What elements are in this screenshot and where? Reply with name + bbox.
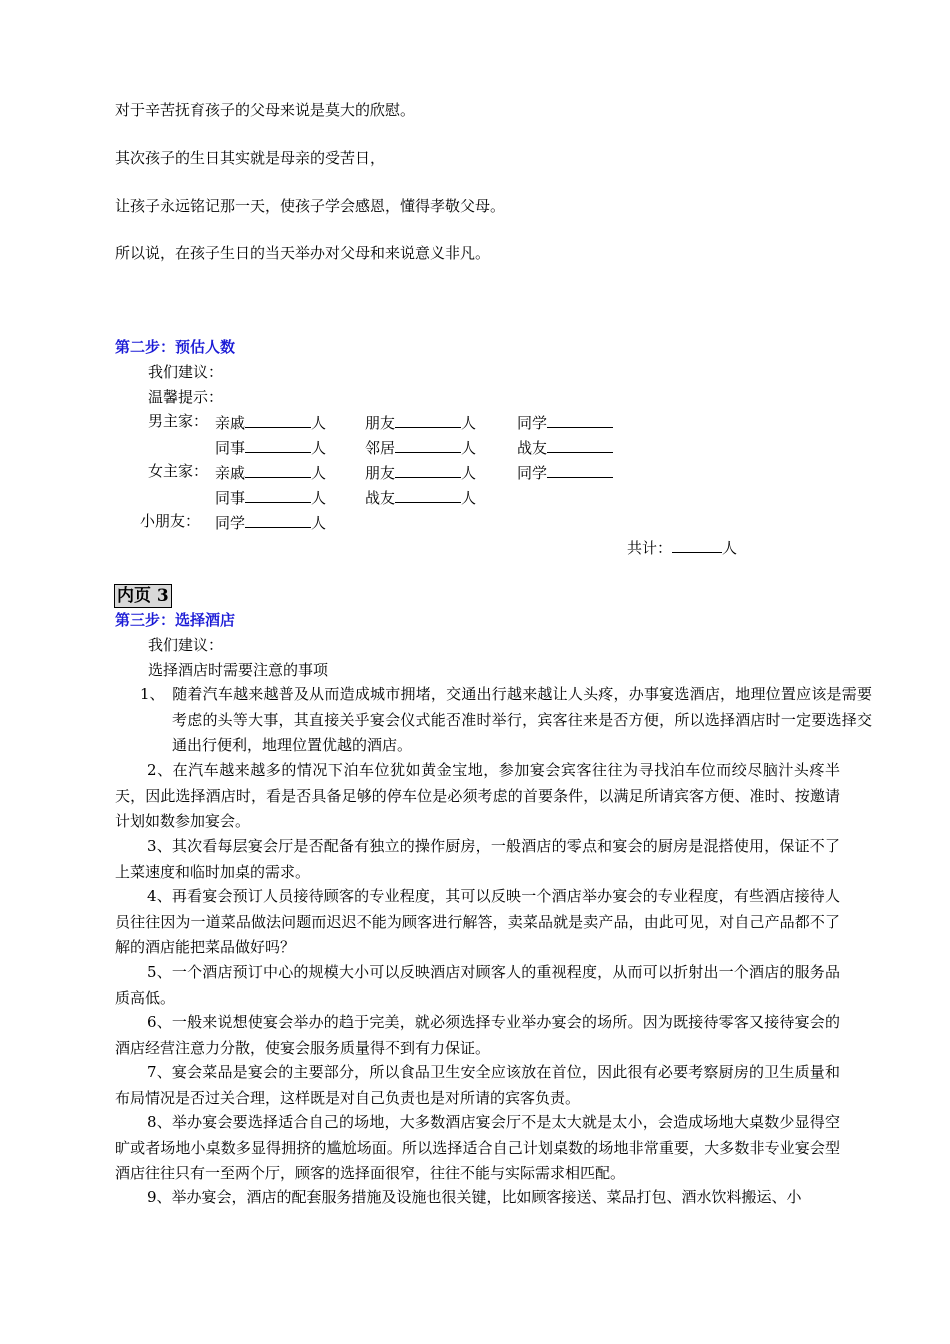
- blank-line: [395, 411, 461, 428]
- step2-suggest: 我们建议：: [148, 363, 224, 381]
- blank-line: [245, 486, 311, 503]
- host-female-label: 女主家：: [148, 462, 209, 480]
- label-classmates: 同学: [517, 464, 548, 482]
- person-unit: 人: [311, 514, 327, 532]
- blank-line: [395, 486, 461, 503]
- inner-page-label: 内页 3: [114, 584, 172, 608]
- label-comrades: 战友: [365, 489, 396, 507]
- list-item: 3、其次看每层宴会厅是否配备有独立的操作厨房，一般酒店的零点和宴会的厨房是混搭使用，保证不了上菜速度和临时加桌的需求。: [115, 837, 840, 881]
- label-relatives: 亲戚: [215, 414, 246, 432]
- person-unit: 人: [461, 464, 477, 482]
- label-neighbors: 邻居: [365, 439, 396, 457]
- blank-line: [547, 436, 613, 453]
- step3-subtitle: 选择酒店时需要注意的事项: [148, 661, 329, 679]
- guest-count-field: [365, 486, 476, 508]
- step2-tip: 温馨提示：: [148, 388, 224, 406]
- label-friends: 朋友: [365, 414, 396, 432]
- total-field: [627, 536, 737, 558]
- list-item: 9、举办宴会，酒店的配套服务措施及设施也很关键，比如顾客接送、菜品打包、酒水饮料搬运、小: [147, 1188, 802, 1206]
- label-friends: 朋友: [365, 464, 396, 482]
- guest-count-field: [215, 436, 326, 458]
- list-item: 7、宴会菜品是宴会的主要部分，所以食品卫生安全应该放在首位，因此很有必要考察厨房的卫生质量和布局情况是否过关合理，这样既是对自己负责也是对所请的宾客负责。: [115, 1063, 840, 1107]
- step3-suggest: 我们建议：: [148, 636, 224, 654]
- blank-line: [245, 461, 311, 478]
- list-item: 8、举办宴会要选择适合自己的场地，大多数酒店宴会厅不是太大就是太小，会造成场地大桌数少显得空旷或者场地小桌数多显得拥挤的尴尬场面。所以选择适合自己计划桌数的场地非常重要，大多数非专业宴会型酒店往往只有一至两个厅，顾客的选择面很窄，往往不能与实际需求相匹配。: [115, 1113, 840, 1182]
- person-unit: 人: [311, 489, 327, 507]
- guest-count-field: [215, 511, 326, 533]
- intro-line-2: 其次孩子的生日其实就是母亲的受苦日，: [115, 149, 386, 167]
- total-label: 共计：: [627, 539, 673, 557]
- person-unit: 人: [311, 414, 327, 432]
- list-item: 5、一个酒店预订中心的规模大小可以反映酒店对顾客人的重视程度，从而可以折射出一个酒店的服务品质高低。: [115, 963, 840, 1007]
- label-colleagues: 同事: [215, 489, 246, 507]
- blank-line: [547, 461, 613, 478]
- guest-count-field: [215, 461, 326, 483]
- host-male-label: 男主家：: [148, 412, 209, 430]
- step3-heading: 第三步：选择酒店: [115, 611, 236, 629]
- list-item: [140, 682, 872, 759]
- guest-count-field: [215, 411, 326, 433]
- blank-line: [395, 461, 461, 478]
- guest-count-field: [365, 461, 476, 483]
- label-classmates: 同学: [517, 414, 548, 432]
- guest-count-field: [517, 436, 613, 458]
- blank-line: [245, 511, 311, 528]
- guest-count-field: [517, 411, 613, 433]
- item-text: 随着汽车越来越普及从而造成城市拥堵，交通出行越来越让人头疼，办事宴选酒店，地理位置应该是需要考虑的头等大事，其直接关乎宴会仪式能否准时举行，宾客往来是否方便，所以选择酒店时一定要选择交通出行便利，地理位置优越的酒店。: [172, 685, 872, 754]
- guest-count-field: [517, 461, 613, 483]
- label-comrades: 战友: [517, 439, 548, 457]
- label-relatives: 亲戚: [215, 464, 246, 482]
- intro-line-4: 所以说，在孩子生日的当天举办对父母和来说意义非凡。: [115, 244, 491, 262]
- guest-count-field: [365, 411, 476, 433]
- blank-line: [245, 411, 311, 428]
- list-item: 4、再看宴会预订人员接待顾客的专业程度，其可以反映一个酒店举办宴会的专业程度，有些酒店接待人员往往因为一道菜品做法问题而迟迟不能为顾客进行解答，卖菜品就是卖产品，由此可见，对自己产品都不了解的酒店能把菜品做好吗？: [115, 887, 840, 956]
- label-classmates: 同学: [215, 514, 246, 532]
- label-colleagues: 同事: [215, 439, 246, 457]
- person-unit: 人: [461, 439, 477, 457]
- step2-heading: 第二步：预估人数: [115, 338, 236, 356]
- person-unit: 人: [722, 539, 738, 557]
- guest-count-field: [365, 436, 476, 458]
- guest-count-field: [215, 486, 326, 508]
- person-unit: 人: [461, 489, 477, 507]
- list-item: 2、在汽车越来越多的情况下泊车位犹如黄金宝地，参加宴会宾客往往为寻找泊车位而绞尽脑汁头疼半天，因此选择酒店时，看是否具备足够的停车位是必须考虑的首要条件，以满足所请宾客方便、准时、按邀请计划如数参加宴会。: [115, 761, 840, 830]
- blank-line: [547, 411, 613, 428]
- intro-line-3: 让孩子永远铭记那一天，使孩子学会感恩，懂得孝敬父母。: [115, 197, 506, 215]
- blank-line: [672, 536, 722, 553]
- blank-line: [395, 436, 461, 453]
- person-unit: 人: [461, 414, 477, 432]
- child-label: 小朋友：: [140, 512, 201, 530]
- item-number: 1、: [140, 685, 165, 703]
- intro-line-1: 对于辛苦抚育孩子的父母来说是莫大的欣慰。: [115, 101, 416, 119]
- blank-line: [245, 436, 311, 453]
- person-unit: 人: [311, 439, 327, 457]
- person-unit: 人: [311, 464, 327, 482]
- list-item: 6、一般来说想使宴会举办的趋于完美，就必须选择专业举办宴会的场所。因为既接待零客又接待宴会的酒店经营注意力分散，使宴会服务质量得不到有力保证。: [115, 1013, 840, 1057]
